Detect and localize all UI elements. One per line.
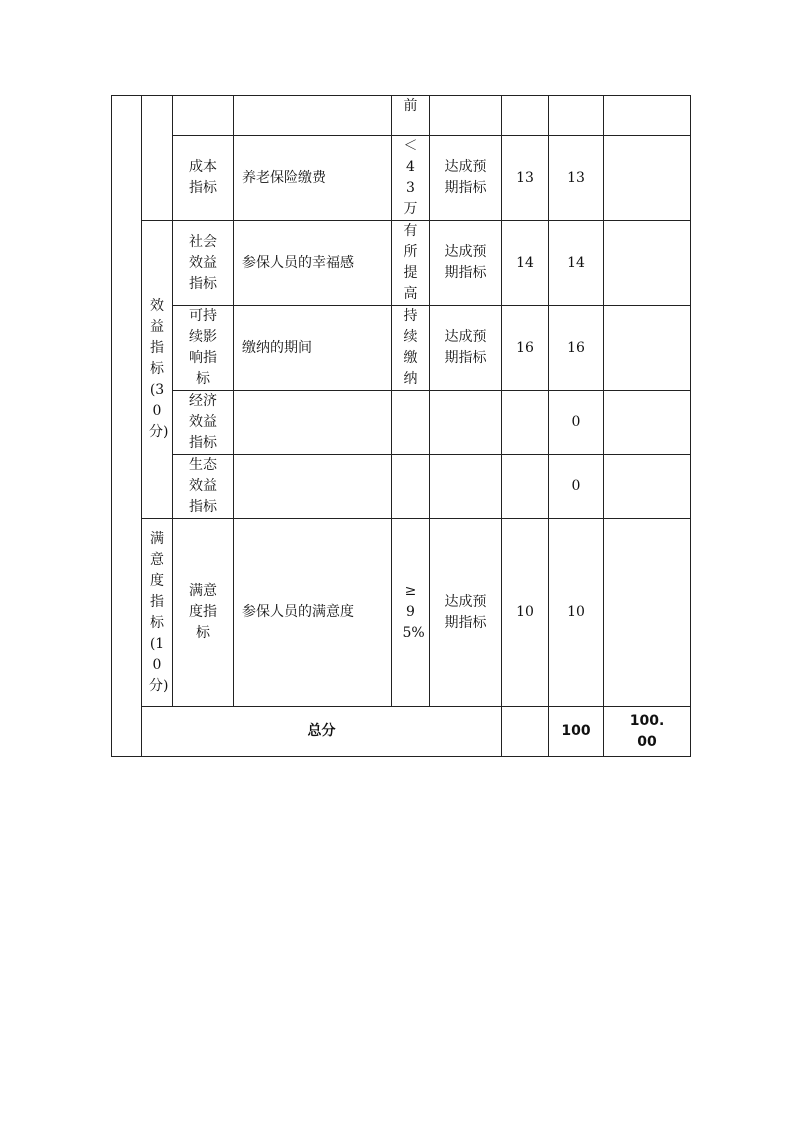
indicator-cell: 生态效益指标 — [173, 455, 234, 519]
weight-cell — [502, 455, 549, 519]
target-cell: 持续缴纳 — [392, 306, 430, 391]
indicator-cell: 社会效益指标 — [173, 221, 234, 306]
result-cell — [430, 455, 502, 519]
target-cell: 有所提高 — [392, 221, 430, 306]
item-cell: 参保人员的幸福感 — [234, 221, 392, 306]
table-row — [112, 519, 691, 707]
item-cell — [234, 391, 392, 455]
target-cell — [392, 455, 430, 519]
note-cell — [604, 136, 691, 221]
weight-cell: 10 — [502, 519, 549, 707]
table-row — [112, 391, 691, 455]
indicator-cell: 满意度指标 — [173, 519, 234, 707]
total-label: 总分 — [142, 707, 502, 757]
item-cell: 参保人员的满意度 — [234, 519, 392, 707]
item-cell: 养老保险缴费 — [234, 136, 392, 221]
performance-table — [111, 95, 691, 757]
score-cell: 0 — [549, 391, 604, 455]
result-cell: 达成预期指标 — [430, 221, 502, 306]
indicator-cell: 成本指标 — [173, 136, 234, 221]
total-score: 100.00 — [604, 707, 691, 757]
note-cell — [604, 221, 691, 306]
total-blank-cell — [502, 707, 549, 757]
score-cell: 13 — [549, 136, 604, 221]
note-cell — [604, 306, 691, 391]
note-cell — [604, 455, 691, 519]
result-cell — [430, 391, 502, 455]
score-cell: 16 — [549, 306, 604, 391]
note-cell — [604, 96, 691, 136]
weight-cell: 13 — [502, 136, 549, 221]
category-cell: 效益指标(30分) — [142, 221, 173, 519]
result-cell: 达成预期指标 — [430, 519, 502, 707]
indicator-cell — [173, 96, 234, 136]
score-cell: 10 — [549, 519, 604, 707]
table-row — [112, 221, 691, 306]
target-cell — [392, 391, 430, 455]
item-cell — [234, 455, 392, 519]
table-row — [112, 96, 691, 136]
result-cell: 达成预期指标 — [430, 306, 502, 391]
weight-cell: 14 — [502, 221, 549, 306]
result-cell: 达成预期指标 — [430, 136, 502, 221]
total-row — [112, 707, 691, 757]
total-weight: 100 — [549, 707, 604, 757]
target-cell: ≥95% — [392, 519, 430, 707]
category-cell: 满意度指标(10分) — [142, 519, 173, 707]
outer-category-cell — [112, 96, 142, 757]
table-row — [112, 136, 691, 221]
table-row — [112, 455, 691, 519]
note-cell — [604, 391, 691, 455]
score-cell: 0 — [549, 455, 604, 519]
target-cell: 前 — [392, 96, 430, 136]
result-cell — [430, 96, 502, 136]
score-cell — [549, 96, 604, 136]
score-cell: 14 — [549, 221, 604, 306]
weight-cell: 16 — [502, 306, 549, 391]
indicator-cell: 经济效益指标 — [173, 391, 234, 455]
weight-cell — [502, 96, 549, 136]
category-cell — [142, 96, 173, 221]
note-cell — [604, 519, 691, 707]
table-row — [112, 306, 691, 391]
target-cell: ＜43万 — [392, 136, 430, 221]
indicator-cell: 可持续影响指标 — [173, 306, 234, 391]
item-cell: 缴纳的期间 — [234, 306, 392, 391]
weight-cell — [502, 391, 549, 455]
item-cell — [234, 96, 392, 136]
